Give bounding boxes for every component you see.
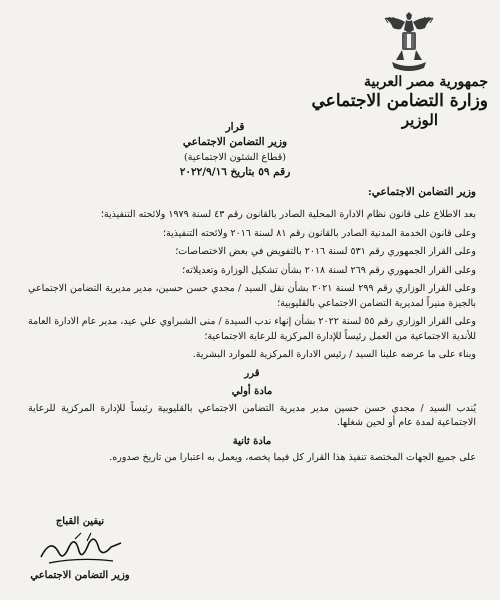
- decree-title: [150, 120, 320, 180]
- preamble-clause: وعلى القرار الوزاري رقم ٢٩٩ لسنة ٢٠٢١ بشأن نقل السيد / مجدي حسن حسين، مدير مديرية التضامن الاجتماعي بالجيزة منيراً لمديرية التضامن الاجتماعي بالقليوبية؛: [28, 283, 476, 309]
- preamble-clause: وعلى القرار الوزاري رقم ٥٥ لسنة ٢٠٢٢ بشأن إنهاء ندب السيدة / منى الشبراوي علي عيد، مدير عام الادارة العامة للأندية الاجتماعية من العمل رئيساً للإدارة المركزية للرعاية الاجتماعية؛: [28, 316, 477, 342]
- decree-body: [28, 208, 476, 470]
- signatory-name: نيفين القباج: [55, 516, 105, 527]
- signature-block: [20, 515, 140, 583]
- article-2-heading: مادة ثانية: [232, 435, 272, 447]
- signatory-role: وزير التضامن الاجتماعي: [30, 570, 130, 581]
- article-1-heading: مادة أولي: [231, 386, 273, 397]
- issuer-label: وزير التضامن الاجتماعي: [182, 136, 288, 148]
- ministry-name: وزارة التضامن الاجتماعي: [311, 91, 488, 111]
- office-name: الوزير: [401, 111, 438, 129]
- preamble-clause: وعلى قانون الخدمة المدنية الصادر بالقانون رقم ٨١ لسنة ٢٠١٦ ولائحته التنفيذية؛: [163, 227, 476, 239]
- decided-heading: قرر: [244, 367, 260, 379]
- decree-number-date: رقم ٥٩ بتاريخ ٢٠٢٢/٩/١٦: [179, 166, 291, 178]
- preamble-clause: وعلى القرار الجمهوري رقم ٥٣١ لسنة ٢٠١٦ بالتفويض في بعض الاختصاصات؛: [175, 246, 476, 257]
- preamble-clause: وبناء على ما عرضه علينا السيد / رئيس الادارة المركزية للموارد البشرية.: [192, 349, 476, 360]
- preamble-clause: وعلى القرار الجمهوري رقم ٢٦٩ لسنة ٢٠١٨ بشأن تشكيل الوزارة وتعديلاته؛: [182, 264, 476, 276]
- article-1-text: يُندب السيد / مجدي حسن حسين مدير مديرية التضامن الاجتماعي بالقليوبية رئيساً للإدارة المركزية للرعاية الاجتماعية لمدة عام أو لحين شغلها.: [28, 402, 476, 428]
- handwritten-signature: [35, 529, 125, 569]
- eagle-emblem-icon: [380, 6, 438, 74]
- decision-label: قرار: [225, 121, 245, 133]
- country-name: جمهورية مصر العربية: [364, 74, 488, 90]
- sector-label: (قطاع الشئون الاجتماعية): [184, 152, 286, 163]
- addressee-line: وزير التضامن الاجتماعي:: [367, 186, 476, 198]
- preamble-clause: بعد الاطلاع على قانون نظام الادارة المحلية الصادر بالقانون رقم ٤٣ لسنة ١٩٧٩ ولائحته التنفيذية؛: [100, 209, 476, 220]
- article-2-text: على جميع الجهات المختصة تنفيذ هذا القرار كل فيما يخصه، ويعمل به اعتبارا من تاريخ صدوره.: [109, 452, 476, 463]
